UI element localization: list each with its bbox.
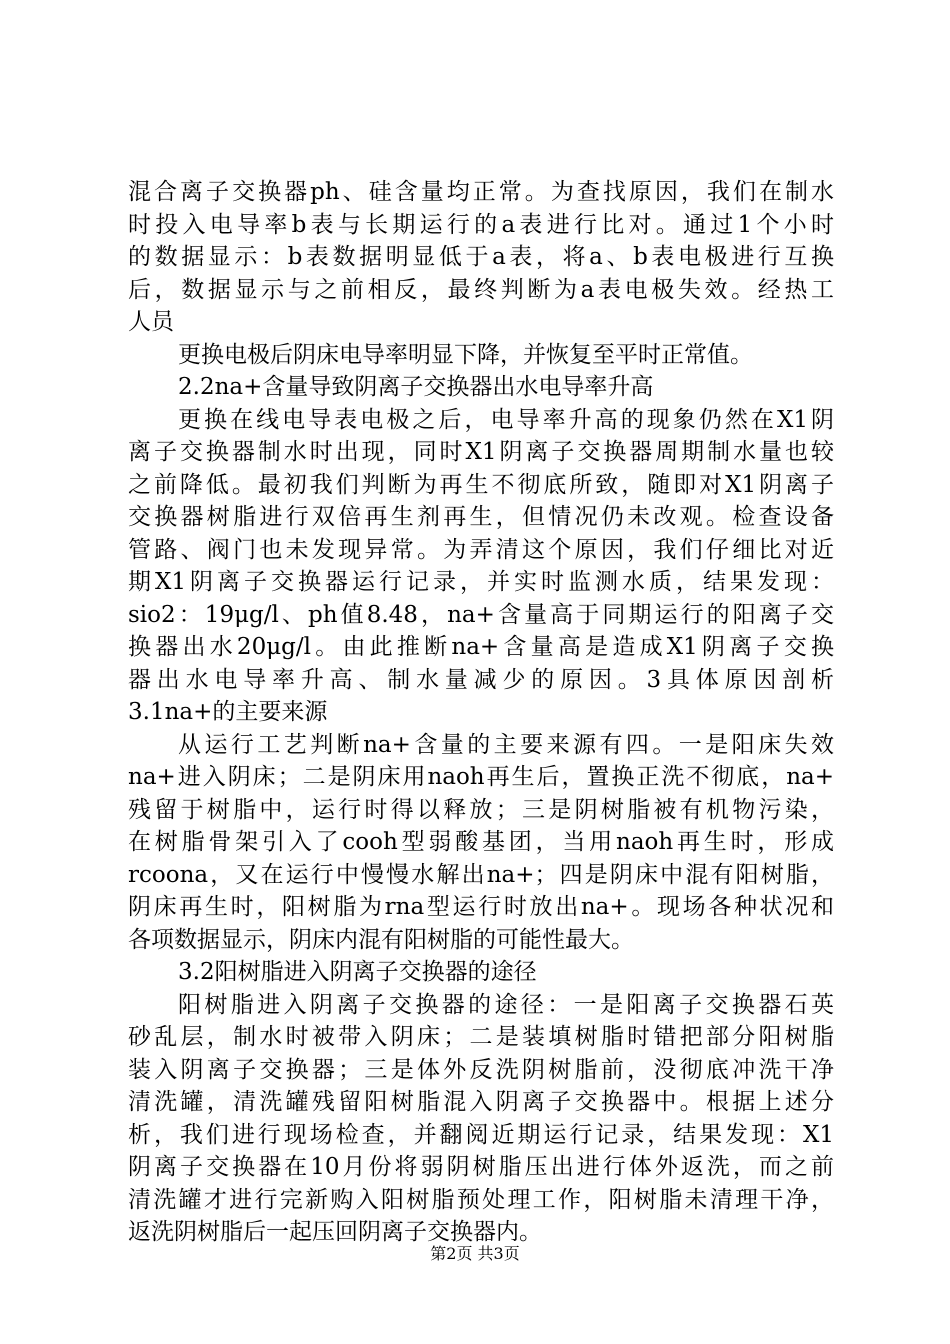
text-line: 析，我们进行现场检查，并翻阅近期运行记录，结果发现：X1 [128,1121,834,1148]
text-line: rcoona，又在运行中慢慢水解出na+；四是阴床中混有阳树脂， [128,861,834,888]
page-footer: 第2页 共3页 [430,1244,520,1263]
text-line: 阳树脂进入阴离子交换器的途径：一是阳离子交换器石英 [178,991,834,1018]
text-line: 离子交换器制水时出现，同时X1阴离子交换器周期制水量也较 [128,439,834,465]
text-line: 后，数据显示与之前相反，最终判断为a表电极失效。经热工 [128,276,834,303]
text-line: 期X1阴离子交换器运行记录，并实时监测水质，结果发现： [128,569,834,595]
text-line: 管路、阀门也未发现异常。为弄清这个原因，我们仔细比对近 [128,536,834,563]
text-line: na+进入阴床；二是阴床用naoh再生后，置换正洗不彻底，na+ [128,764,834,790]
text-line: 人员 [128,309,174,335]
text-line: 在树脂骨架引入了cooh型弱酸基团，当用naoh再生时，形成 [128,829,834,855]
text-line: 更换在线电导表电极之后，电导率升高的现象仍然在X1阴 [178,406,834,433]
text-line: 装入阴离子交换器；三是体外反洗阴树脂前，没彻底冲洗干净 [128,1056,834,1083]
text-line: 器出水电导率升高、制水量减少的原因。3具体原因剖析 [128,666,834,693]
text-line: 从运行工艺判断na+含量的主要来源有四。一是阳床失效 [178,731,834,758]
text-line: 的数据显示：b表数据明显低于a表，将a、b表电极进行互换 [128,244,834,270]
text-line: 返洗阴树脂后一起压回阴离子交换器内。 [128,1219,542,1245]
text-line: sio2：19μg/l、ph值8.48，na+含量高于同期运行的阳离子交 [128,601,834,628]
text-line: 残留于树脂中，运行时得以释放；三是阴树脂被有机物污染， [128,796,834,823]
text-line: 2.2na+含量导致阴离子交换器出水电导率升高 [178,374,654,400]
text-line: 阴离子交换器在10月份将弱阴树脂压出进行体外返洗，而之前 [128,1154,834,1180]
text-line: 3.2阳树脂进入阴离子交换器的途径 [178,959,537,985]
text-line: 时投入电导率b表与长期运行的a表进行比对。通过1个小时 [128,211,834,238]
text-line: 之前降低。最初我们判断为再生不彻底所致，随即对X1阴离子 [128,471,834,498]
text-line: 换器出水20μg/l。由此推断na+含量高是造成X1阴离子交换 [128,634,834,660]
body-text [128,176,834,1249]
text-line: 清洗罐，清洗罐残留阳树脂混入阴离子交换器中。根据上述分 [128,1089,834,1115]
text-line: 砂乱层，制水时被带入阴床；二是装填树脂时错把部分阳树脂 [128,1024,834,1050]
text-line: 3.1na+的主要来源 [128,699,328,725]
text-line: 交换器树脂进行双倍再生剂再生，但情况仍未改观。检查设备 [128,504,834,530]
text-line: 混合离子交换器ph、硅含量均正常。为查找原因，我们在制水 [128,179,834,205]
text-line: 更换电极后阴床电导率明显下降，并恢复至平时正常值。 [178,341,753,368]
text-line: 各项数据显示，阴床内混有阳树脂的可能性最大。 [128,926,634,953]
text-line: 清洗罐才进行完新购入阳树脂预处理工作，阳树脂未清理干净， [128,1186,834,1213]
text-line: 阴床再生时，阳树脂为rna型运行时放出na+。现场各种状况和 [128,894,834,920]
